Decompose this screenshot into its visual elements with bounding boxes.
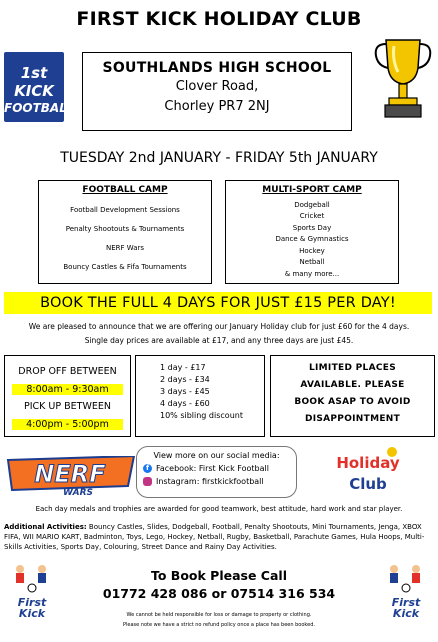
- multi-sport-item: & many more...: [284, 269, 340, 278]
- additional-activities: [4, 522, 434, 552]
- multi-sport-item: Hockey: [299, 246, 325, 255]
- price-item: 10% sibling discount: [160, 411, 243, 420]
- prices-box: [135, 355, 265, 437]
- multi-sport-item: Cricket: [299, 212, 325, 220]
- price-item: 4 days - £60: [160, 399, 210, 408]
- limited-line: BOOK ASAP TO AVOID: [294, 397, 411, 407]
- activities-text: Bouncy Castles, Slides, Dodgeball, Football, Penalty Shootouts, Mini Tournaments, Jenga, XBOX FIFA, WII MARIO KART, Badminton, Toys, Lego, Hockey, Netball, Rugby, Basketball, Parachute Games, Hula Hoops, Multi-Skills Activities, Sports Day, Colouring, Street Dance and Rainy Day Activities.: [4, 523, 425, 551]
- multi-sport-item: Dance & Gymnastics: [275, 235, 349, 243]
- football-camp-heading: FOOTBALL CAMP: [82, 185, 168, 195]
- kids-icon: [380, 563, 432, 593]
- dates-text: TUESDAY 2nd JANUARY - FRIDAY 5th JANUARY: [60, 150, 378, 166]
- booking-phone-numbers: 01772 428 086 or 07514 316 534: [102, 586, 336, 601]
- social-media-box: [136, 446, 297, 498]
- multi-sport-camp-box: [225, 180, 399, 284]
- social-heading: View more on our social media:: [153, 451, 280, 460]
- footer-logo-line2: Kick: [392, 607, 420, 620]
- school-address-line1: Clover Road,: [175, 79, 259, 94]
- venue-box: [82, 52, 352, 131]
- intro-line2: Single day prices are available at £17, and any three days are just £45.: [84, 336, 354, 345]
- instagram-icon: [143, 477, 152, 486]
- school-address-line2: Chorley PR7 2NJ: [164, 99, 270, 114]
- football-camp-item: Bouncy Castles & Fifa Tournaments: [63, 263, 187, 271]
- facebook-row[interactable]: [143, 464, 296, 473]
- price-item: 1 day - £17: [160, 363, 206, 372]
- football-camp-item: Football Development Sessions: [70, 206, 180, 214]
- multi-sport-item: Dodgeball: [294, 200, 330, 209]
- page-title: FIRST KICK HOLIDAY CLUB: [76, 8, 362, 30]
- limited-line: DISAPPOINTMENT: [304, 414, 401, 424]
- intro-line1: We are pleased to announce that we are offering our January Holiday club for just £60 for the 4 days.: [28, 322, 410, 331]
- holiday-logo-text: Holiday: [336, 454, 400, 472]
- football-camp-item: NERF Wars: [105, 244, 145, 252]
- football-camp-box: [38, 180, 212, 284]
- instagram-text: Instagram: firstkickfootball: [156, 477, 264, 486]
- price-item: 2 days - £34: [160, 375, 210, 384]
- disclaimer-line1: We cannot be held responsible for loss or damage to property or clothing.: [126, 612, 312, 618]
- limited-line: LIMITED PLACES: [308, 363, 396, 373]
- multi-sport-item: Sports Day: [292, 223, 332, 232]
- nerf-wars-logo: [6, 456, 138, 496]
- drop-off-pickup-box: [4, 355, 131, 437]
- disclaimer-line2: Please note we have a strict no refund policy once a place has been booked.: [123, 622, 315, 628]
- drop-off-time: 8:00am - 9:30am: [12, 384, 122, 395]
- holiday-club-logo: [328, 444, 408, 500]
- activities-label: Additional Activities:: [4, 523, 87, 531]
- nerf-logo-text: NERF: [34, 460, 106, 488]
- facebook-text: Facebook: First Kick Football: [156, 464, 269, 473]
- price-item: 3 days - £45: [160, 387, 210, 396]
- logo-line1: 1st KICK: [14, 64, 54, 100]
- instagram-row[interactable]: [143, 477, 296, 486]
- pick-up-label: PICK UP BETWEEN: [24, 401, 111, 412]
- first-kick-logo-right: [380, 563, 432, 629]
- medals-text: Each day medals and trophies are awarded for good teamwork, best attitude, hard work and star player.: [35, 505, 403, 513]
- booking-heading: To Book Please Call: [151, 568, 287, 583]
- limited-places-box: [270, 355, 435, 437]
- camp-dates: [0, 150, 438, 166]
- offer-banner: BOOK THE FULL 4 DAYS FOR JUST £15 PER DAY!: [4, 292, 432, 314]
- nerf-logo-subtext: WARS: [63, 488, 93, 496]
- multi-sport-camp-heading: MULTI-SPORT CAMP: [262, 185, 362, 195]
- logo-line2: FOOTBALL: [4, 101, 75, 115]
- footer-logo-line2: Kick: [18, 607, 46, 620]
- footer-logo-line1: First: [391, 596, 421, 609]
- club-logo-text: Club: [349, 475, 387, 493]
- trophy-icon: [372, 30, 434, 125]
- pick-up-time: 4:00pm - 5:00pm: [12, 419, 123, 430]
- multi-sport-item: Netball: [299, 258, 325, 266]
- first-kick-football-logo: [4, 52, 75, 122]
- football-camp-item: Penalty Shootouts & Tournaments: [65, 225, 185, 233]
- facebook-icon: f: [143, 464, 152, 473]
- school-name: SOUTHLANDS HIGH SCHOOL: [102, 60, 332, 76]
- drop-off-label: DROP OFF BETWEEN: [18, 366, 117, 377]
- footer-logo-line1: First: [17, 596, 47, 609]
- limited-line: AVAILABLE. PLEASE: [300, 380, 405, 390]
